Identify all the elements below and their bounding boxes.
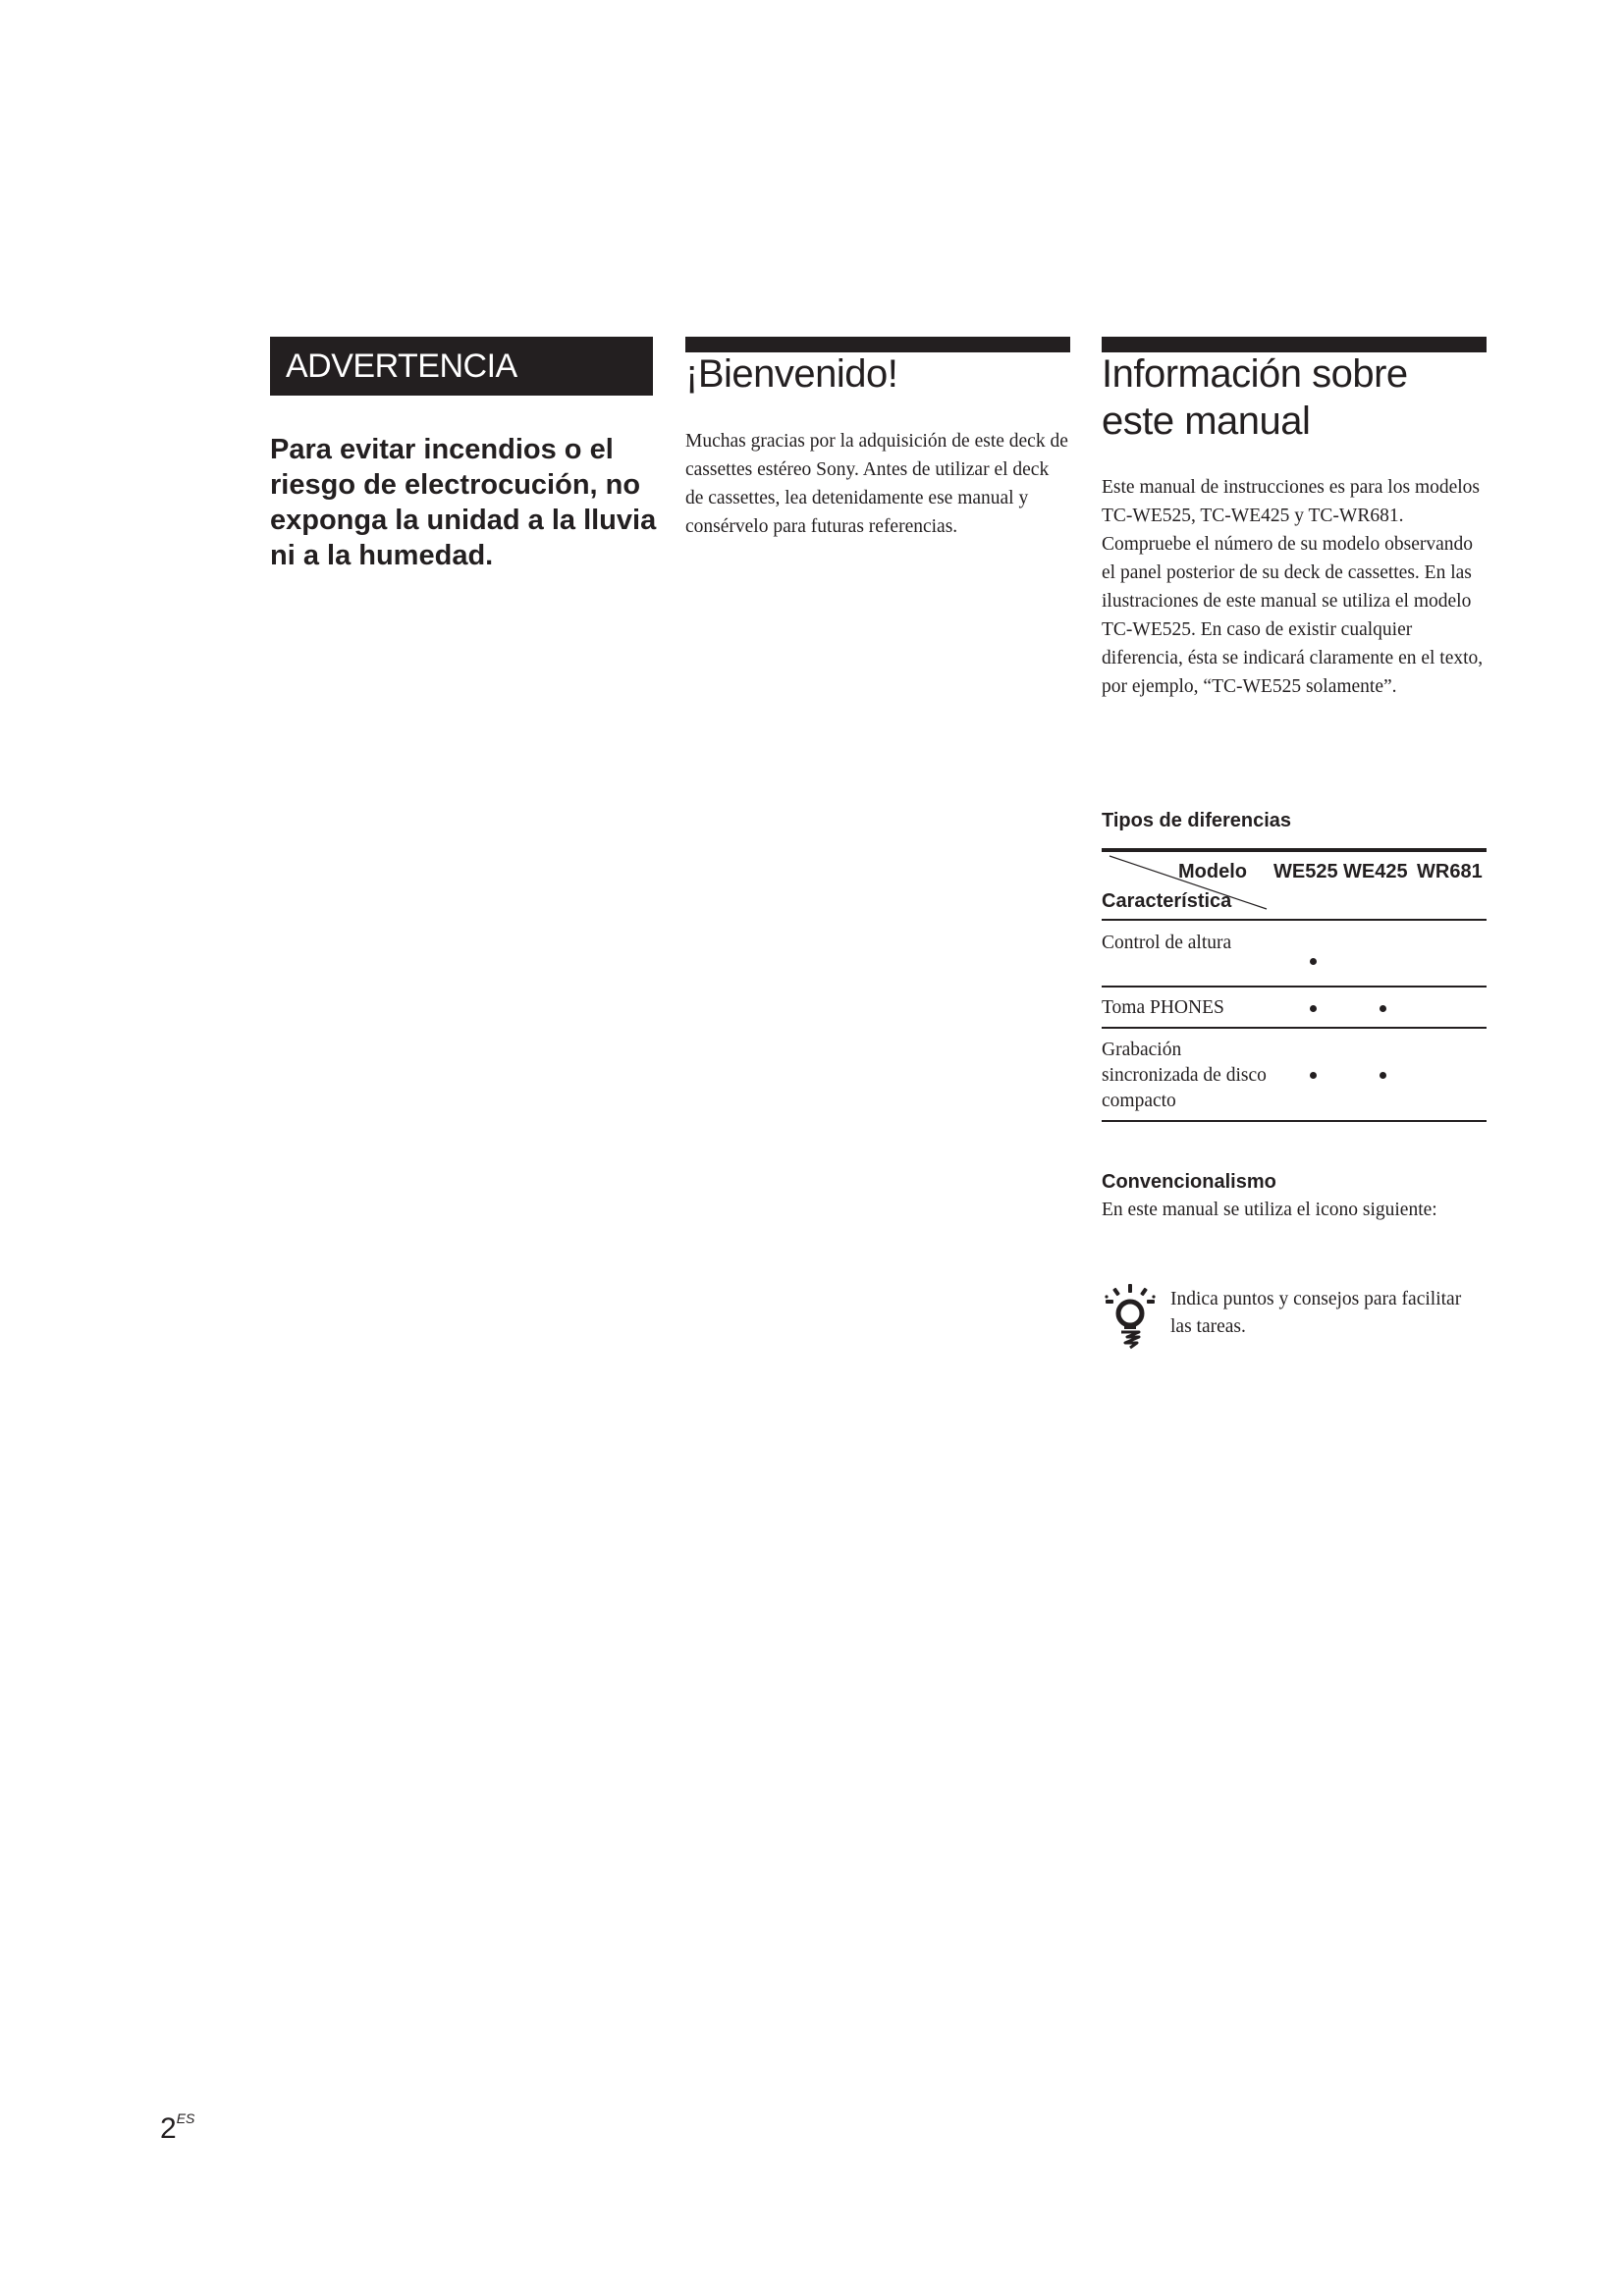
- welcome-title: ¡Bienvenido!: [685, 352, 898, 396]
- header-model-wr681: WR681: [1417, 861, 1483, 882]
- header-model-we425: WE425: [1343, 861, 1408, 882]
- row2-we425-mark: [1380, 1005, 1386, 1012]
- manual-info-title-line1: Información sobre: [1102, 352, 1408, 396]
- lightbulb-tip-icon: [1104, 1283, 1157, 1350]
- differences-heading: Tipos de diferencias: [1102, 810, 1292, 831]
- table-row-rule: [1102, 986, 1487, 988]
- warning-text: Para evitar incendios o el riesgo de electrocución, no exponga la unidad a la lluvia ni a la humedad.: [270, 434, 657, 571]
- manual-info-title-line2: este manual: [1102, 400, 1311, 443]
- welcome-text: Muchas gracias por la adquisición de este deck de cassettes estéreo Sony. Antes de utilizar el deck de cassettes, lea detenidamente ese manual y consérvelo para futuras referencias.: [685, 431, 1068, 537]
- row3-we425-mark: [1380, 1072, 1386, 1079]
- row3-we525-mark: [1310, 1072, 1317, 1079]
- tip-text: Indica puntos y consejos para facilitar las tareas.: [1170, 1289, 1462, 1337]
- header-feature: Característica: [1102, 890, 1232, 912]
- row-label-grabacion: Grabación sincronizada de disco compacto: [1102, 1040, 1267, 1111]
- conventions-heading: Convencionalismo: [1102, 1171, 1276, 1193]
- manual-info-text: Este manual de instrucciones es para los modelos TC-WE525, TC-WE425 y TC-WR681. Compruebe el número de su modelo observando el panel posterior de su deck de cassettes. En las ilustraciones de este manual se utiliza el modelo TC-WE525. En caso de existir cualquier diferencia, ésta se indicará claramente en el texto, por ejemplo, “TC-WE525 solamente”.: [1102, 477, 1484, 697]
- row-label-control-altura: Control de altura: [1102, 933, 1232, 953]
- row2-we525-mark: [1310, 1005, 1317, 1012]
- table-bottom-rule: [1102, 1120, 1487, 1122]
- page-number: [160, 2112, 194, 2146]
- page-language-code: ES: [176, 2110, 195, 2126]
- row-label-toma-phones: Toma PHONES: [1102, 997, 1224, 1018]
- header-model: Modelo: [1178, 861, 1247, 882]
- page-number-value: 2: [160, 2112, 177, 2145]
- conventions-text: En este manual se utiliza el icono siguiente:: [1102, 1200, 1437, 1220]
- warning-title: ADVERTENCIA: [270, 337, 653, 396]
- table-header-rule: [1102, 919, 1487, 921]
- header-model-we525: WE525: [1273, 861, 1338, 882]
- table-row-rule: [1102, 1027, 1487, 1029]
- differences-table: [1102, 848, 1487, 1127]
- row1-we525-mark: [1310, 958, 1317, 965]
